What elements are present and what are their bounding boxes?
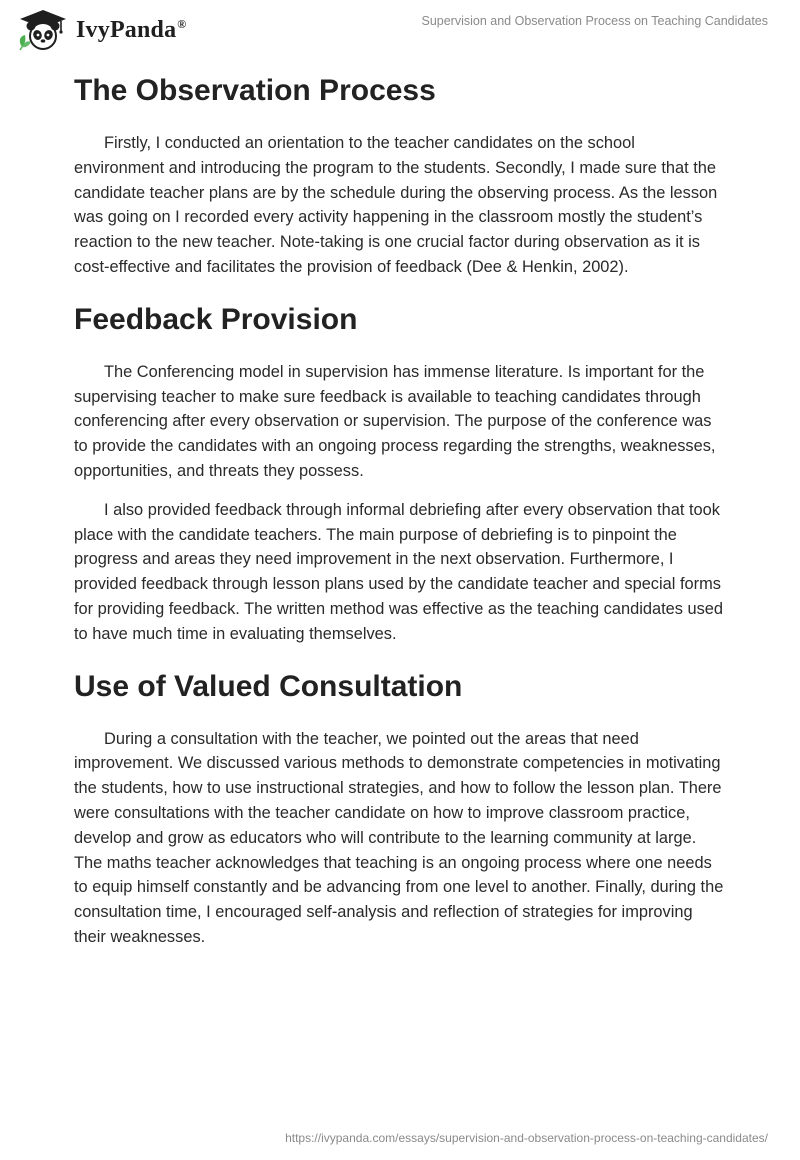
logo-wordmark: IvyPanda® [76, 16, 187, 43]
paragraph: The Conferencing model in supervision has immense literature. Is important for the supervising teacher to make sure feedback is available to teaching candidates through conferencing after every observation or supervision. The purpose of the conference was to provide the candidates with an ongoing process regarding the strengths, weaknesses, opportunities, and threats they possess. [74, 362, 716, 480]
ivypanda-logo[interactable] [14, 9, 186, 51]
section-heading-feedback-provision: Feedback Provision [74, 302, 358, 336]
paragraph: During a consultation with the teacher, we pointed out the areas that need improvement. We discussed various methods to demonstrate competencies in motivating the students, how to use instructional strategies, and how to follow the lesson plan. There were consultations with the teacher candidate on how to improve classroom practice, develop and grow as educators who will contribute to the learning community at large. The maths teacher acknowledges that teaching is an ongoing process where one needs to equip himself constantly and be advancing from one level to another. Finally, during the consultation time, I encouraged self-analysis and reflection of strategies for improving their weaknesses. [74, 729, 724, 946]
document-title: Supervision and Observation Process on Teaching Candidates [421, 14, 768, 28]
source-url-link[interactable]: https://ivypanda.com/essays/supervision-and-observation-process-on-teaching-candidates/ [285, 1131, 768, 1145]
paragraph: I also provided feedback through informal debriefing after every observation that took place with the candidate teachers. The main purpose of debriefing is to pinpoint the progress and areas they need improvement in the next observation. Furthermore, I provided feedback through lesson plans used by the candidate teacher and special forms for providing feedback. The written method was effective as the teaching candidates used to have much time in evaluating themselves. [74, 500, 724, 643]
panda-graduation-cap-icon [14, 9, 72, 51]
section-heading-valued-consultation: Use of Valued Consultation [74, 669, 463, 703]
essay-body [74, 70, 728, 950]
page-header [0, 0, 800, 60]
section-heading-observation-process: The Observation Process [74, 74, 436, 107]
paragraph: Firstly, I conducted an orientation to the teacher candidates on the school environment and introducing the program to the students. Secondly, I made sure that the candidate teacher plans are by the schedule during the observing process. As the lesson was going on I recorded every activity happening in the classroom mostly the student’s reaction to the new teacher. Note-taking is one crucial factor during observation as it is cost-effective and facilitates the provision of feedback (Dee & Henkin, 2002). [74, 134, 718, 276]
